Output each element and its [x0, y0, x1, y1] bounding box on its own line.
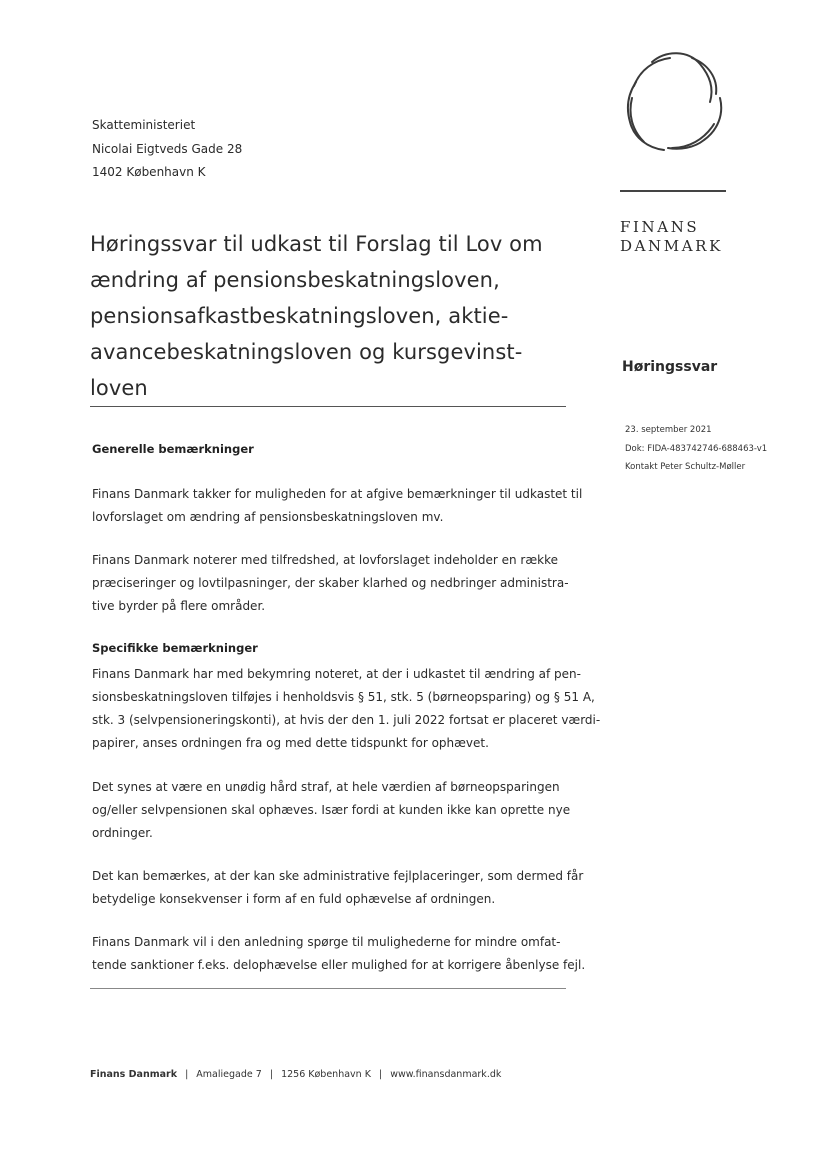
body-paragraph	[92, 865, 584, 911]
footer-separator: |	[378, 1069, 383, 1080]
paragraph-line: præciseringer og lovtilpasninger, der skaber klarhed og nedbringer administra-	[92, 576, 569, 590]
footer-address: Amaliegade 7	[196, 1069, 262, 1080]
body-paragraph	[92, 483, 583, 529]
paragraph-line: Finans Danmark har med bekymring noteret, at der i udkastet til ændring af pen-	[92, 667, 581, 681]
section-heading-general: Generelle bemærkninger	[92, 442, 254, 456]
paragraph-line: Finans Danmark vil i den anledning spørge til mulighederne for mindre omfat-	[92, 935, 561, 949]
paragraph-line: ordninger.	[92, 826, 153, 840]
finans-danmark-logo-icon	[616, 46, 732, 162]
body-end-divider	[90, 988, 566, 989]
address-line: Skatteministeriet	[92, 118, 196, 132]
paragraph-line: Finans Danmark takker for muligheden for at afgive bemærkninger til udkastet til	[92, 487, 583, 501]
paragraph-line: Finans Danmark noterer med tilfredshed, at lovforslaget indeholder en række	[92, 553, 558, 567]
meta-date: 23. september 2021	[625, 425, 712, 435]
paragraph-line: stk. 3 (selvpensioneringskonti), at hvis der den 1. juli 2022 fortsat er placeret værdi-	[92, 713, 601, 727]
footer-city: 1256 København K	[281, 1069, 371, 1080]
logo-divider	[620, 190, 726, 192]
meta-contact: Kontakt Peter Schultz-Møller	[625, 462, 746, 472]
section-heading-specific: Specifikke bemærkninger	[92, 641, 258, 655]
body-paragraph	[92, 663, 601, 755]
title-divider	[90, 406, 566, 407]
paragraph-line: Det synes at være en unødig hård straf, at hele værdien af børneopsparingen	[92, 780, 560, 794]
paragraph-line: tive byrder på flere områder.	[92, 599, 266, 613]
paragraph-line: sionsbeskatningsloven tilføjes i henholdsvis § 51, stk. 5 (børneopsparing) og § 51 A,	[92, 690, 595, 704]
body-paragraph	[92, 776, 572, 845]
brand-line: DANMARK	[620, 237, 723, 255]
paragraph-line: betydelige konsekvenser i form af en fuld ophævelse af ordningen.	[92, 892, 496, 906]
paragraph-line: Det kan bemærkes, at der kan ske administrative fejlplaceringer, som dermed får	[92, 869, 584, 883]
footer-separator: |	[269, 1069, 274, 1080]
footer-separator: |	[185, 1069, 189, 1080]
document-type: Høringssvar	[622, 359, 718, 375]
recipient-address	[92, 114, 242, 185]
paragraph-line: lovforslaget om ændring af pensionsbeskatningsloven mv.	[92, 510, 444, 524]
paragraph-line: papirer, anses ordningen fra og med dette tidspunkt for ophævet.	[92, 736, 489, 750]
page-footer	[90, 1069, 501, 1080]
paragraph-line: og/eller selvpensionen skal ophæves. Især fordi at kunden ikke kan oprette nye	[92, 803, 571, 817]
document-title: Høringssvar til udkast til Forslag til Lov om ændring af pensionsbeskatningsloven, pensionsafkastbeskatningsloven, aktie-avancebeskatningsloven og kursgevinst-loven	[90, 232, 543, 400]
address-line: 1402 København K	[92, 165, 206, 179]
body-paragraph	[92, 549, 572, 618]
footer-org: Finans Danmark	[90, 1069, 178, 1080]
paragraph-line: tende sanktioner f.eks. delophævelse eller mulighed for at korrigere åbenlyse fejl.	[92, 958, 586, 972]
brand-line: FINANS	[620, 218, 700, 236]
meta-doc-id: Dok: FIDA-483742746-688463-v1	[625, 443, 768, 454]
address-line: Nicolai Eigtveds Gade 28	[92, 141, 243, 156]
document-meta	[625, 421, 767, 477]
body-paragraph	[92, 931, 586, 977]
brand-wordmark	[620, 218, 723, 256]
footer-website-link[interactable]: www.finansdanmark.dk	[390, 1069, 502, 1080]
